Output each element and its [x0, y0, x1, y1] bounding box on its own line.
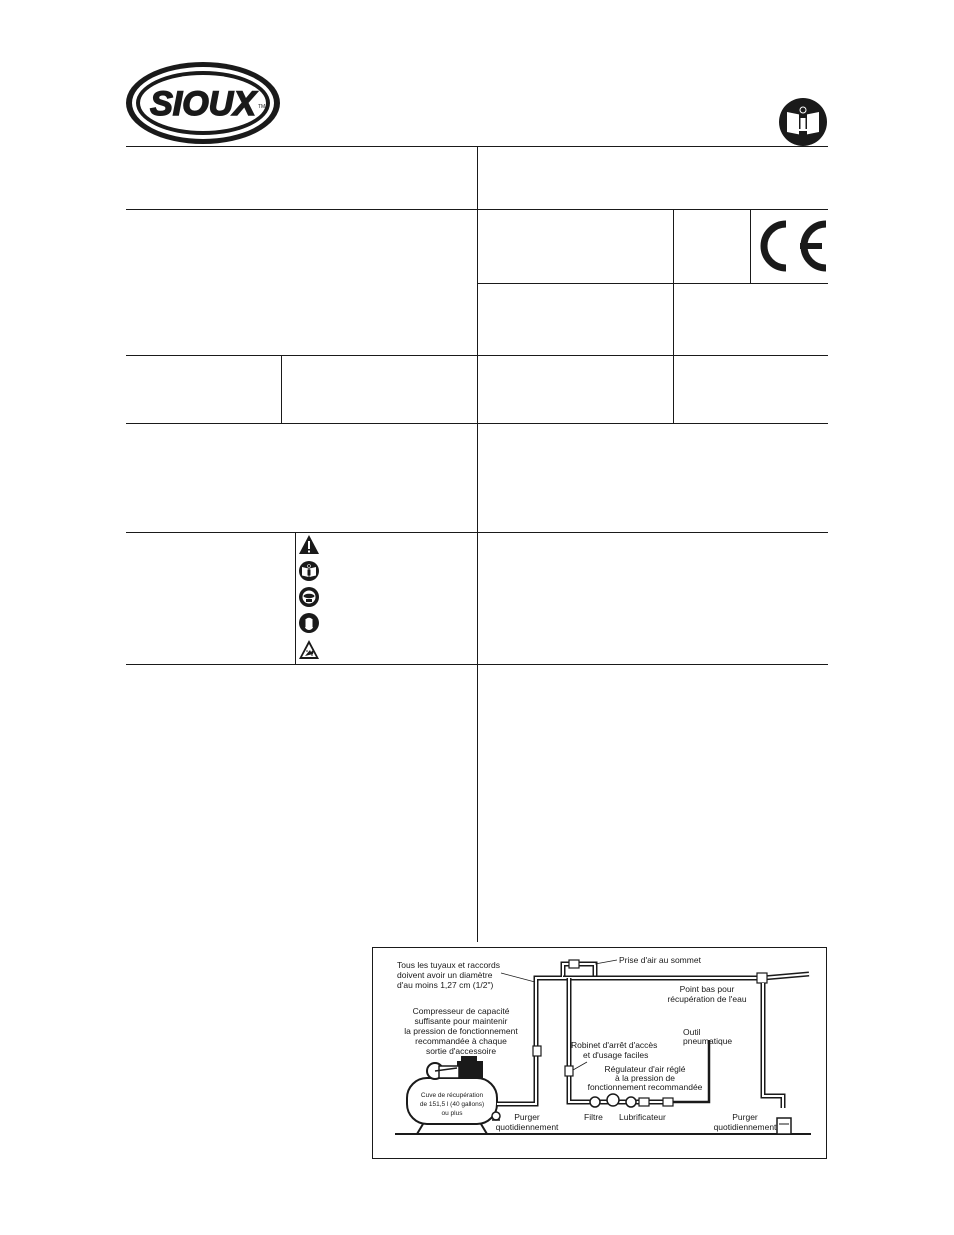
- ce-mark: [752, 214, 828, 278]
- label-pipes-1: Tous les tuyaux et raccords: [397, 960, 500, 970]
- label-drain-2a: Purger: [732, 1112, 758, 1122]
- label-regulator-1: Régulateur d'air réglé: [604, 1064, 686, 1074]
- label-drain-1b: quotidiennement: [495, 1122, 559, 1132]
- eye-protection-icon: [298, 586, 320, 608]
- label-pipes-2: doivent avoir un diamètre: [397, 970, 493, 980]
- flying-debris-warning-icon: [298, 639, 320, 661]
- label-valve-1: Robinet d'arrêt d'accès: [571, 1040, 658, 1050]
- divider-right-2: [750, 209, 751, 283]
- label-lubricator: Lubrificateur: [619, 1112, 666, 1122]
- label-tool-1: Outil: [683, 1027, 701, 1037]
- center-divider: [477, 146, 478, 942]
- warning-triangle-icon: [298, 534, 320, 556]
- label-compressor-1: Compresseur de capacité: [412, 1006, 510, 1016]
- divider-right-1: [673, 209, 674, 423]
- label-valve-2: et d'usage faciles: [583, 1050, 649, 1060]
- rule-3: [478, 283, 828, 284]
- label-tank-3: ou plus: [441, 1110, 463, 1117]
- divider-left-2: [295, 532, 296, 664]
- label-drain-1a: Purger: [514, 1112, 540, 1122]
- label-air-intake: Prise d'air au sommet: [619, 955, 701, 965]
- label-compressor-3: la pression de fonctionnement: [404, 1026, 518, 1036]
- label-regulator-3: fonctionnement recommandée: [587, 1082, 703, 1092]
- manual-info-icon: [777, 97, 829, 147]
- label-low-point-2: récupération de l'eau: [667, 994, 747, 1004]
- label-tank-1: Cuve de récupération: [420, 1092, 484, 1099]
- divider-left-1: [281, 355, 282, 423]
- label-drain-2b: quotidiennement: [713, 1122, 777, 1132]
- air-line-diagram: [372, 947, 827, 1159]
- label-compressor-2: suffisante pour maintenir: [414, 1016, 508, 1026]
- sioux-logo: [124, 60, 282, 146]
- label-compressor-4: recommandée à chaque: [415, 1036, 507, 1046]
- label-low-point-1: Point bas pour: [679, 984, 735, 994]
- logo-wordmark: SIOUX: [150, 85, 256, 123]
- ear-protection-icon: [298, 612, 320, 634]
- read-manual-icon: [298, 560, 320, 582]
- label-tool-2: pneumatique: [683, 1036, 733, 1046]
- label-pipes-3: d'au moins 1,27 cm (1/2"): [397, 980, 494, 990]
- label-tank-2: de 151,5 l (40 gallons): [419, 1101, 485, 1108]
- label-regulator-2: à la pression de: [614, 1073, 676, 1083]
- label-filter: Filtre: [584, 1112, 603, 1122]
- label-compressor-5: sortie d'accessoire: [425, 1046, 497, 1056]
- logo-trademark: TM: [258, 104, 266, 110]
